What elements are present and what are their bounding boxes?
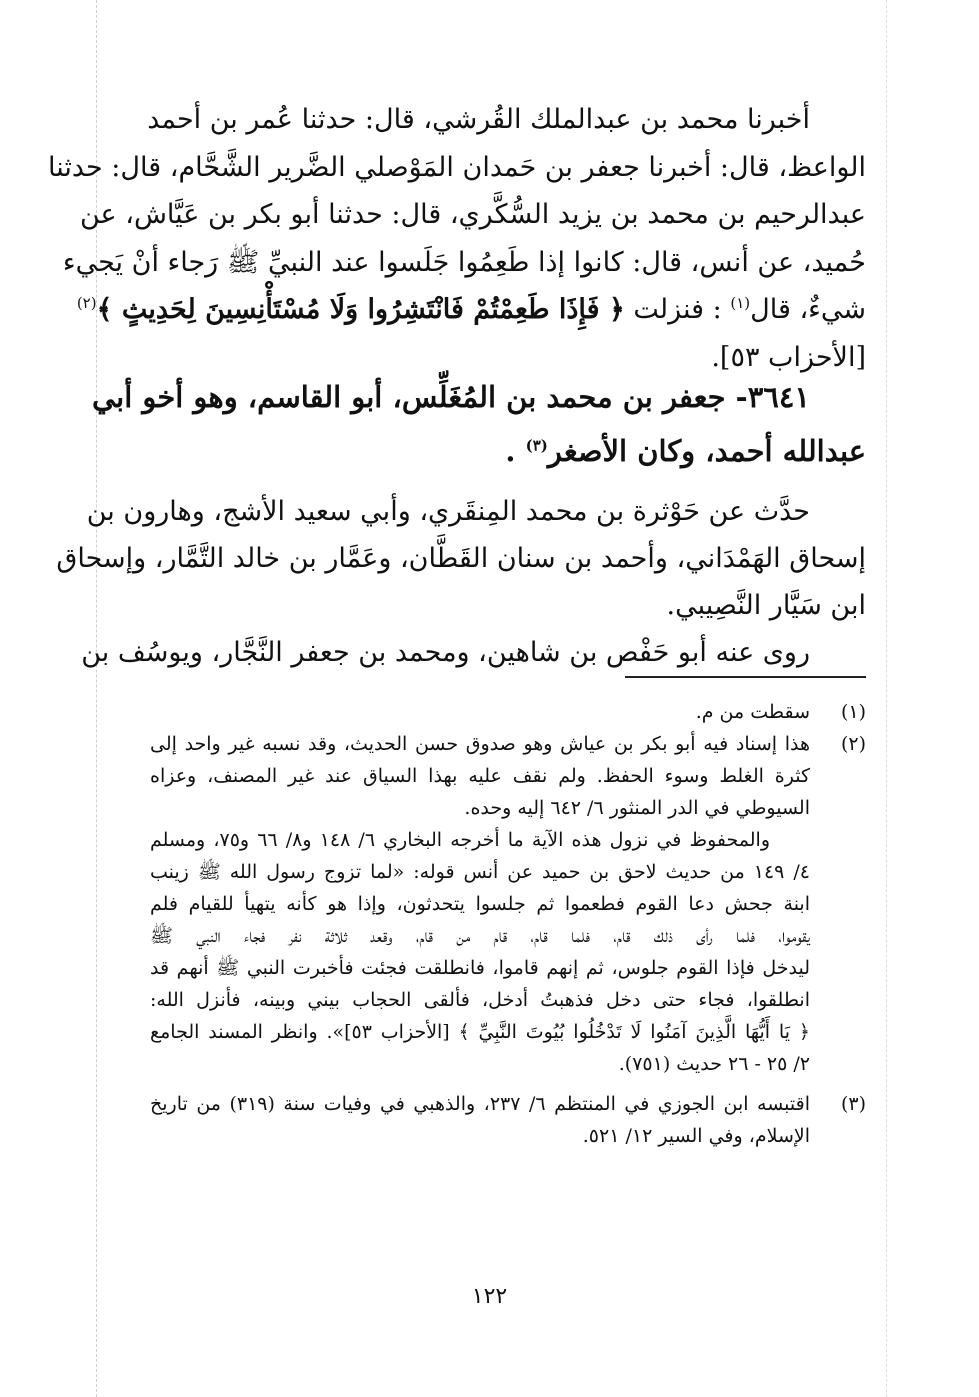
footnote-ref-3: (٣) bbox=[525, 436, 548, 455]
footnote-1 bbox=[150, 696, 866, 728]
entry-heading-end: . bbox=[505, 434, 516, 468]
footnote-number: (٣) bbox=[840, 1093, 866, 1115]
footnote-number: (٢) bbox=[840, 733, 866, 755]
narration-line: حدَّث عن حَوْثرة بن محمد المِنقَري، وأبي سعيد الأشج، وهارون بن bbox=[86, 496, 810, 527]
body-line: [الأحزاب ٥٣]. bbox=[711, 341, 866, 373]
footnote-line: ٤/ ١٤٩ من حديث لاحق بن حميد عن أنس قوله: «لما تزوج رسول الله ﷺ زينب bbox=[150, 861, 810, 883]
quran-verse: ﴿ فَإِذَا طَعِمْتُمْ فَانْتَشِرُوا وَلَا مُسْتَأْنِسِينَ لِحَدِيثٍ ﴾ bbox=[96, 294, 625, 325]
narration-line: ابن سَيَّار النَّصِيبي. bbox=[666, 590, 866, 621]
body-line-text: شيءٌ، قال bbox=[750, 294, 866, 325]
footnote-number: (١) bbox=[840, 701, 866, 723]
footnote-line: انطلقوا، فجاء حتى دخل فذهبتُ أدخل، فألقى الحجاب بيني وبينه، فأنزل الله: bbox=[150, 989, 810, 1011]
footnote-line: الإسلام، وفي السير ١٢/ ٥٢١. bbox=[582, 1125, 810, 1147]
footnote-line: ليدخل فإذا القوم جلوس، ثم إنهم قاموا، فانطلقت فجئت فأخبرت النبي ﷺ أنهم قد bbox=[150, 957, 810, 979]
narration-line: روى عنه أبو حَفْص بن شاهين، ومحمد بن جعفر النَّجَّار، ويوسُف بن bbox=[81, 637, 810, 668]
footnote-line: كثرة الغلط وسوء الحفظ. ولم نقف عليه بهذا السياق عند غير المصنف، وعزاه bbox=[150, 765, 810, 787]
footnote-line: سقطت من م. bbox=[695, 701, 810, 723]
entry-heading-line: ٣٦٤١- جعفر بن محمد بن المُغَلِّس، أبو القاسم، وهو أخو أبي bbox=[91, 380, 810, 414]
body-line: حُميد، عن أنس، قال: كانوا إذا طَعِمُوا جَلَسوا عند النبيِّ ﷺ رَجاء أنْ يَجيء bbox=[62, 246, 866, 278]
footnote-line: ابنة جحش دعا القوم فطعموا ثم جلسوا يتحدثون، وإذا هو كأنه يتهيأ للقيام فلم bbox=[150, 893, 810, 915]
body-paragraph bbox=[47, 96, 866, 381]
entry-heading-line bbox=[150, 424, 866, 478]
footnote-line: والمحفوظ في نزول هذه الآية ما أخرجه البخاري ٦/ ١٤٨ و٨/ ٦٦ و٧٥، ومسلم bbox=[150, 829, 770, 851]
body-line-verse bbox=[76, 286, 866, 334]
footnote-2-continuation bbox=[150, 824, 866, 1080]
footnote-line: هذا إسناد فيه أبو بكر بن عياش وهو صدوق حسن الحديث، وقد نسبه غير واحد إلى bbox=[150, 733, 810, 755]
footnote-ref-1: (١) bbox=[730, 294, 751, 312]
scan-margin-line-right bbox=[886, 0, 887, 1397]
footnote-3 bbox=[150, 1088, 866, 1152]
footnote-line: ﴿ يَا أَيُّهَا الَّذِينَ آمَنُوا لَا تَدْخُلُوا بُيُوتَ النَّبِيِّ ﴾ [الأحزاب ٥٣]». وانظر المسند الجامع bbox=[150, 1021, 810, 1043]
footnote-gap bbox=[150, 1080, 866, 1088]
page-number: ١٢٢ bbox=[471, 1284, 508, 1309]
footnote-line: يقوموا، فلما رأى ذلك قام، فلما قام، قام من قام، وقعد ثلاثة نفر فجاء النبي ﷺ bbox=[150, 925, 810, 947]
body-line: عبدالرحيم بن محمد بن يزيد السُّكَّري، قال: حدثنا أبو بكر بن عَيَّاش، عن bbox=[79, 199, 866, 230]
body-line: الواعظ، قال: أخبرنا جعفر بن حَمدان المَوْصلي الضَّرير الشَّحَّام، قال: حدثنا bbox=[47, 151, 866, 183]
footnotes-section bbox=[150, 696, 866, 1152]
footnote-ref-2: (٢) bbox=[76, 294, 97, 312]
footnote-divider bbox=[625, 676, 866, 678]
footnote-line: السيوطي في الدر المنثور ٦/ ٦٤٢ إليه وحده. bbox=[464, 797, 810, 819]
body-line: أخبرنا محمد بن عبدالملك القُرشي، قال: حدثنا عُمر بن أحمد bbox=[147, 104, 810, 135]
footnote-line: ٢/ ٢٥ - ٢٦ حديث (٧٥١). bbox=[618, 1053, 810, 1075]
entry-heading bbox=[91, 370, 866, 478]
narration-line: إسحاق الهَمْدَاني، وأحمد بن سنان القَطَّان، وعَمَّار بن خالد التَّمَّار، وإسحاق bbox=[56, 543, 866, 574]
body-line-text: : فنزلت bbox=[633, 294, 722, 325]
narration-paragraph bbox=[56, 488, 866, 676]
footnote-line: اقتبسه ابن الجوزي في المنتظم ٦/ ٢٣٧، والذهبي في وفيات سنة (٣١٩) من تاريخ bbox=[150, 1093, 810, 1115]
entry-heading-text: عبدالله أحمد، وكان الأصغر bbox=[547, 434, 866, 468]
footnote-2 bbox=[150, 728, 866, 824]
